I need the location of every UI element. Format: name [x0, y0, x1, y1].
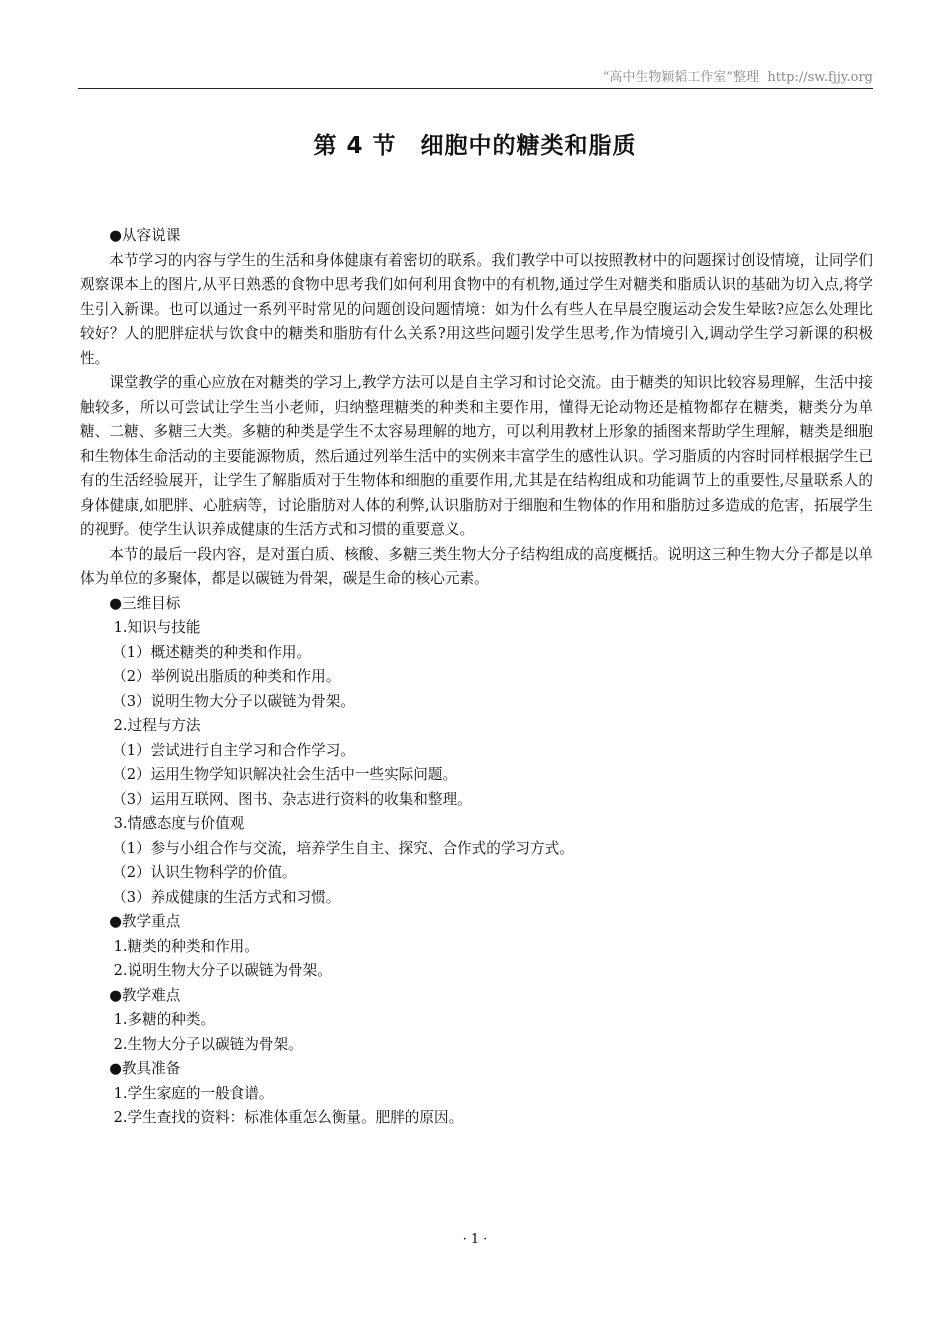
section-heading-prep: ●教具准备: [109, 1060, 181, 1077]
goal-item: （2）举例说出脂质的种类和作用。: [112, 668, 341, 685]
section-heading-goals: ●三维目标: [109, 594, 181, 612]
list-item: 1.糖类的种类和作用。: [113, 937, 259, 955]
paragraph: 本节的最后一段内容，是对蛋白质、核酸、多糖三类生物大分子结构组成的高度概括。说明这三种生物大分子都是以单体为单位的多聚体，都是以碳链为骨架，碳是生命的核心元素。: [80, 545, 873, 587]
header-divider: [78, 88, 873, 89]
goal-item: （3）运用互联网、图书、杂志进行资料的收集和整理。: [112, 790, 472, 808]
list-item: 2.生物大分子以碳链为骨架。: [113, 1035, 303, 1053]
header-url-link[interactable]: http://sw.fjjy.org: [767, 70, 873, 85]
list-item: 2.学生查找的资料：标准体重怎么衡量。肥胖的原因。: [113, 1109, 464, 1126]
goal-item: （2）运用生物学知识解决社会生活中一些实际问题。: [112, 766, 458, 783]
header-org: “高中生物颖韬工作室”整理: [602, 70, 760, 85]
paragraph: 课堂教学的重心应放在对糖类的学习上,教学方法可以是自主学习和讨论交流。由于糖类的知识比较容易理解，生活中接触较多，所以可尝试让学生当小老师，归纳整理糖类的种类和主要作用，懂得无论动物还是植物都存在糖类，糖类分为单糖、二糖、多糖三大类。多糖的种类是学生不太容易理解的地方，可以利用教材上形象的插图来帮助学生理解，糖类是细胞和生物体生命活动的主要能源物质，然后通过列举生活中的实例来丰富学生的感性认识。学习脂质的内容时同样根据学生已有的生活经验展开，让学生了解脂质对于生物体和细胞的重要作用,尤其是在结构组成和功能调节上的重要性,尽量联系人的身体健康,如肥胖、心脏病等，讨论脂肪对人体的利弊,认识脂肪对于细胞和生物体的作用和脂肪过多造成的危害，拓展学生的视野。使学生认识养成健康的生活方式和习惯的重要意义。: [80, 374, 873, 538]
section-heading-difficult: ●教学难点: [109, 986, 181, 1004]
goal-title: 3.情感态度与价值观: [113, 815, 245, 832]
list-item: 1.学生家庭的一般食谱。: [113, 1084, 274, 1102]
goal-item: （3）说明生物大分子以碳链为骨架。: [112, 692, 355, 710]
goal-title: 1.知识与技能: [113, 619, 201, 636]
list-item: 2.说明生物大分子以碳链为骨架。: [113, 962, 332, 979]
goal-title: 2.过程与方法: [113, 717, 201, 734]
section-heading-key: ●教学重点: [109, 913, 181, 930]
goal-item: （1）参与小组合作与交流，培养学生自主、探究、合作式的学习方式。: [112, 839, 574, 857]
page-number: · 1 ·: [462, 1232, 488, 1247]
list-item: 1.多糖的种类。: [113, 1011, 216, 1028]
document-body: [80, 224, 873, 1131]
goal-item: （3）养成健康的生活方式和习惯。: [112, 888, 341, 906]
page-title: 第 4 节 细胞中的糖类和脂质: [313, 133, 637, 159]
page-header: [78, 66, 873, 86]
section-heading-talk: ●从容说课: [109, 227, 181, 244]
goal-item: （2）认识生物科学的价值。: [112, 864, 297, 881]
goal-item: （1）概述糖类的种类和作用。: [112, 643, 312, 661]
goal-item: （1）尝试进行自主学习和合作学习。: [112, 741, 355, 759]
paragraph: 本节学习的内容与学生的生活和身体健康有着密切的联系。我们教学中可以按照教材中的问题探讨创设情境，让同学们观察课本上的图片,从平日熟悉的食物中思考我们如何利用食物中的有机物,通过学生对糖类和脂质认识的基础为切入点,将学生引入新课。也可以通过一系列平时常见的问题创设问题情境：如为什么有些人在早晨空腹运动会发生晕眩?应怎么处理比较好？人的肥胖症状与饮食中的糖类和脂肪有什么关系?用这些问题引发学生思考,作为情境引入,调动学生学习新课的积极性。: [80, 251, 873, 367]
